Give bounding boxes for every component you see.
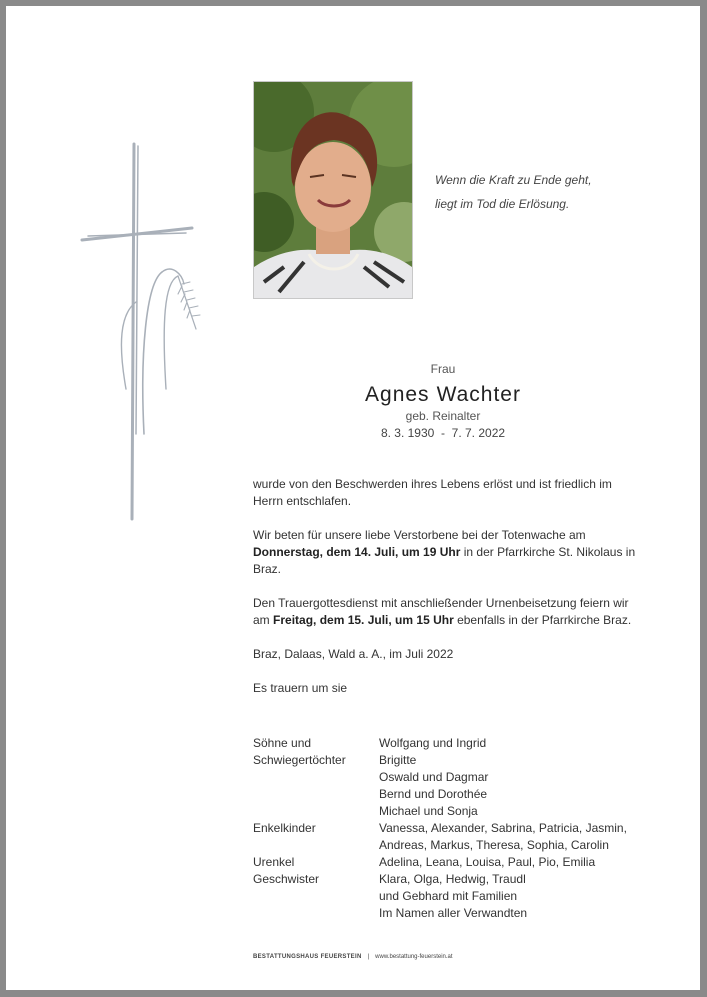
- mourner-relation: Schwiegertöchter: [253, 753, 346, 767]
- mourner-names: [379, 820, 673, 854]
- vigil-datetime: Donnerstag, dem 14. Juli, um 19 Uhr: [253, 545, 461, 559]
- mourner-row: [253, 854, 673, 871]
- mourner-row: [253, 735, 673, 752]
- mourner-name-line: Andreas, Markus, Theresa, Sophia, Carolin: [379, 838, 609, 852]
- first-name: Agnes: [365, 383, 430, 406]
- mourner-row: [253, 752, 673, 820]
- vigil-text: Wir beten für unsere liebe Verstorbene bei der Totenwache am: [253, 528, 586, 542]
- funeral-datetime: Freitag, dem 15. Juli, um 15 Uhr: [273, 613, 454, 627]
- mourner-names: [379, 735, 673, 752]
- mourners-list: [253, 735, 673, 922]
- mourner-name-line: Oswald und Dagmar: [379, 770, 489, 784]
- mourner-name-line: Im Namen aller Verwandten: [379, 906, 528, 920]
- mourner-name-line: Brigitte: [379, 753, 417, 767]
- quote-line-2: liegt im Tod die Erlösung.: [435, 197, 570, 211]
- mourner-relation: Söhne und: [253, 736, 312, 750]
- mourner-relation: Geschwister: [253, 872, 320, 886]
- funeral-location: ebenfalls in der Pfarrkirche Braz.: [453, 613, 632, 627]
- salutation: Frau: [430, 362, 456, 376]
- mourner-name-line: Adelina, Leana, Louisa, Paul, Pio, Emilia: [379, 855, 596, 869]
- paragraph-passing: wurde von den Beschwerden ihres Lebens erlöst und ist friedlich im Herrn entschlafen.: [253, 477, 612, 508]
- last-name: Wachter: [436, 383, 521, 406]
- mourner-relation: Urenkel: [253, 855, 295, 869]
- mourner-row: [253, 820, 673, 854]
- mourner-names: [379, 752, 673, 820]
- vigil-location: in der Pfarrkirche St. Nikolaus in Braz.: [253, 545, 636, 576]
- quote-line-1: Wenn die Kraft zu Ende geht,: [435, 173, 592, 187]
- footer: [253, 954, 453, 960]
- mourner-relation: Enkelkinder: [253, 821, 316, 835]
- birth-name: geb. Reinalter: [405, 409, 481, 423]
- funeral-home-url: www.bestattung-feuerstein.at: [375, 954, 453, 960]
- mourner-names: [379, 854, 673, 871]
- deceased-name: [253, 383, 633, 407]
- announcement-text: [253, 476, 645, 714]
- life-dates: 8. 3. 1930 - 7. 7. 2022: [380, 426, 506, 440]
- mourners-intro: Es trauern um sie: [253, 681, 348, 695]
- paragraph-funeral: [253, 595, 645, 629]
- mourner-name-line: Michael und Sonja: [379, 804, 478, 818]
- place-date: Braz, Dalaas, Wald a. A., im Juli 2022: [253, 647, 454, 661]
- paragraph-vigil: [253, 527, 645, 578]
- mourner-name-line: und Gebhard mit Familien: [379, 889, 518, 903]
- mourner-name-line: Klara, Olga, Hedwig, Traudl: [379, 872, 526, 886]
- mourner-row: [253, 871, 673, 922]
- cross-with-wheat-icon: [74, 134, 214, 524]
- mourner-name-line: Vanessa, Alexander, Sabrina, Patricia, Jasmin,: [379, 821, 627, 835]
- portrait-photo: [253, 81, 413, 299]
- mourner-names: [379, 871, 673, 922]
- footer-separator: |: [367, 954, 370, 960]
- obituary-card: [6, 6, 700, 990]
- quote: [435, 168, 592, 216]
- funeral-text: Den Trauergottesdienst mit anschließender Urnenbeisetzung feiern wir am: [253, 596, 629, 627]
- funeral-home-name: BESTATTUNGSHAUS FEUERSTEIN: [253, 954, 362, 960]
- mourner-name-line: Wolfgang und Ingrid: [379, 736, 487, 750]
- mourner-name-line: Bernd und Dorothée: [379, 787, 488, 801]
